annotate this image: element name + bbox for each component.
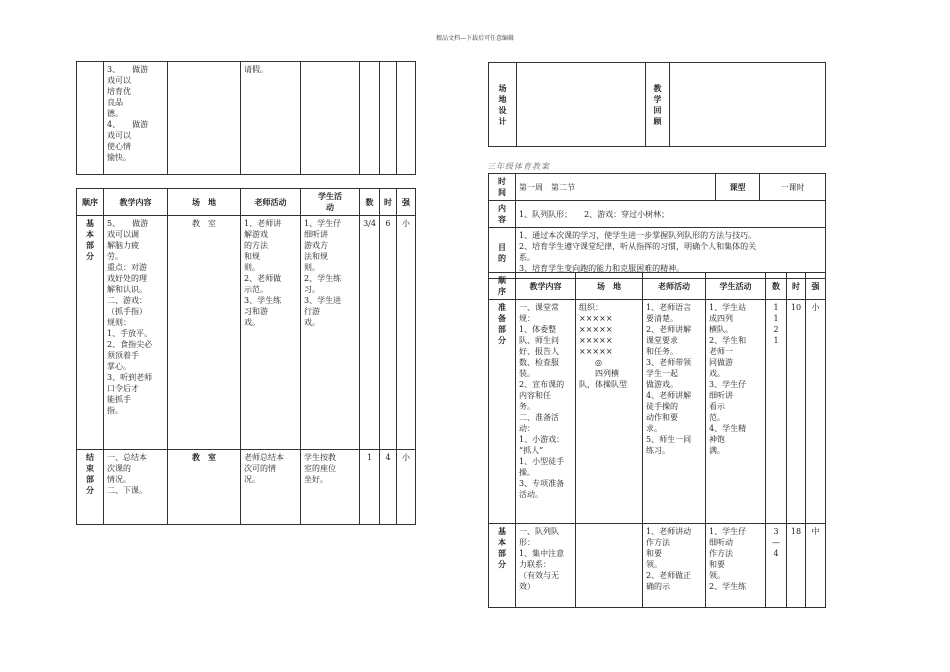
right-basic-venue	[576, 524, 643, 608]
time-label: 时 间	[489, 174, 516, 201]
left-top-content: 3、 做游 戏可以 培育优 良品 德。 4、 做游 戏可以 使心情 愉快。	[104, 62, 168, 175]
handwritten-note: 三年级体育教案	[487, 162, 550, 171]
lesson-type-label: 课型	[716, 174, 760, 201]
goal-text: 1、通过本次课的学习，使学生进一步掌握队列队形的方法与技巧。 2、培育学生遵守课堂纪律，听从指挥的习惯，明确个人和集体的关 系。 3、培育学生变向跑的能力和克服困难的精神。	[516, 228, 826, 279]
left-main-table	[76, 188, 416, 525]
basic-student: 1、学生仔 细听讲 游戏方 法和规 则。 2、学生练 习。 3、学生进 行游 戏。	[301, 216, 360, 450]
prep-venue-formation: 组织： ××××× ××××× ××××× ××××× ◎ 四列横 队，体操队型	[576, 300, 643, 524]
prep-count: 1 1 2 1	[766, 300, 787, 524]
basic-teacher: 1、老师讲 解游戏 的方法 和规 则。 2、老师做 示范。 3、学生练 习和游 戏。	[241, 216, 301, 450]
left-top-intensity	[397, 62, 416, 175]
basic-count: 3/4	[360, 216, 380, 450]
right-col-header-student: 学生活动	[706, 273, 766, 300]
time-value: 第一周 第二节	[516, 174, 716, 201]
section-label-basic-right: 基 本 部 分	[489, 524, 516, 608]
right-col-header-time: 时	[787, 273, 806, 300]
content-value: 1、队列队形； 2、游戏：穿过小树林；	[516, 201, 826, 228]
basic-time: 6	[380, 216, 397, 450]
basic-intensity: 小	[397, 216, 416, 450]
left-top-student	[301, 62, 360, 175]
right-col-header-intensity: 强	[806, 273, 826, 300]
prep-intensity: 小	[806, 300, 826, 524]
venue-design-area	[517, 63, 646, 147]
end-count: 1	[360, 450, 380, 525]
prep-student: 1、学生站 成四列 横队。 2、学生和 老师一 同做游 戏。 3、学生仔 细听讲 看示 范。 4、学生精 神饱 满。	[706, 300, 766, 524]
left-top-venue	[168, 62, 241, 175]
left-top-count	[360, 62, 380, 175]
col-header-venue: 场 地	[168, 189, 241, 216]
end-venue: 教 室	[168, 450, 241, 525]
venue-design-label: 场 地 设 计	[489, 63, 517, 147]
right-col-header-count: 数	[766, 273, 787, 300]
end-content: 一、总结本 次课的 情况。 二、下课。	[104, 450, 168, 525]
right-col-header-content: 教学内容	[516, 273, 576, 300]
content-label: 内 容	[489, 201, 516, 228]
left-top-order-cell	[77, 62, 104, 175]
section-label-end: 结 束 部 分	[77, 450, 104, 525]
right-basic-intensity: 中	[806, 524, 826, 608]
lesson-type-value: 一课时	[760, 174, 826, 201]
right-col-header-order: 顺 序	[489, 273, 516, 300]
basic-content: 5、 做游 戏可以调 解脑力疲 劳。 重点：对游 戏好处的理 解和认识。 二、游戏： （抓手指） 规则： 1、手放平。 2、食指尖必 须顶着手 掌心。 3、听到老师 口令后才 能抓手 指。	[104, 216, 168, 450]
right-basic-teacher: 1、老师讲动 作方法 和要 领。 2、老师做正 确的示	[643, 524, 706, 608]
right-basic-content: 一、队列队 形： 1、集中注意 力联系： （有效与无 效）	[516, 524, 576, 608]
page-header-note: 精品文档---下载后可任意编辑	[435, 35, 515, 42]
right-info-table	[488, 173, 826, 279]
col-header-student: 学生活 动	[301, 189, 360, 216]
prep-time: 10	[787, 300, 806, 524]
basic-venue: 教 室	[168, 216, 241, 450]
left-top-teacher: 请假。	[241, 62, 301, 175]
right-basic-time: 18	[787, 524, 806, 608]
section-label-basic: 基 本 部 分	[77, 216, 104, 450]
section-label-prep: 准 备 部 分	[489, 300, 516, 524]
col-header-order: 顺序	[77, 189, 104, 216]
teaching-review-label: 教 学 回 顾	[646, 63, 670, 147]
left-top-table	[76, 61, 416, 175]
prep-content: 一、课堂常 规： 1、体委整 队、师生问 好、报告人 数、检查服 装。 2、宣布课的 内容和任 务。 二、准备活 动： 1、小游戏： “抓人” 1、小型徒手 操。 3、专项准备 活动。	[516, 300, 576, 524]
col-header-time: 时	[380, 189, 397, 216]
prep-teacher: 1、老师语言 要清楚。 2、老师讲解 课堂要求 和任务。 3、老师带领 学生一起 做游戏。 4、老师讲解 徒手操的 动作和要 求。 5、师生一同 练习。	[643, 300, 706, 524]
end-teacher: 老师总结本 次可的情 况。	[241, 450, 301, 525]
right-col-header-teacher: 老师活动	[643, 273, 706, 300]
end-intensity: 小	[397, 450, 416, 525]
right-design-table	[488, 62, 826, 147]
col-header-intensity: 强	[397, 189, 416, 216]
col-header-count: 数	[360, 189, 380, 216]
left-top-time	[380, 62, 397, 175]
right-col-header-venue: 场 地	[576, 273, 643, 300]
col-header-content: 教学内容	[104, 189, 168, 216]
teaching-review-area	[670, 63, 826, 147]
right-basic-count: 3 — 4	[766, 524, 787, 608]
right-basic-student: 1、学生仔 细听动 作方法 和要 领。 2、学生练	[706, 524, 766, 608]
right-main-table	[488, 272, 826, 608]
goal-label: 目 的	[489, 228, 516, 279]
col-header-teacher: 老师活动	[241, 189, 301, 216]
end-time: 4	[380, 450, 397, 525]
end-student: 学生按教 室的座位 坐好。	[301, 450, 360, 525]
